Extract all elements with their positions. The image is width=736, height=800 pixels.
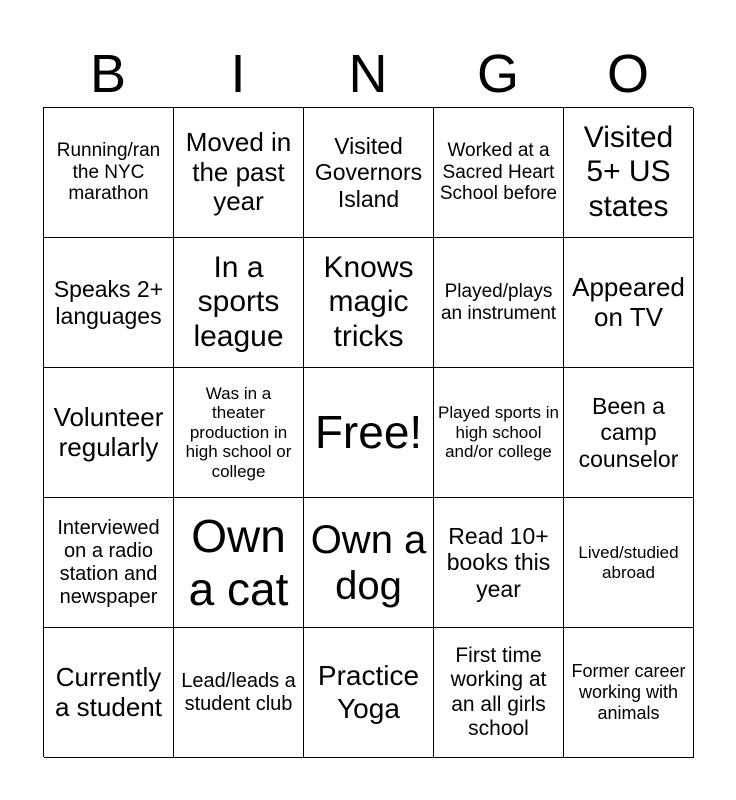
cell-text: Visited 5+ US states <box>583 120 674 223</box>
cell-text: Visited Governors Island <box>314 132 423 212</box>
cell-text: Lived/studied abroad <box>578 542 679 582</box>
cell-text: Speaks 2+ languages <box>53 276 164 329</box>
bingo-cell[interactable] <box>174 238 304 368</box>
cell-text: Was in a theater production in high school or college <box>185 383 292 481</box>
cell-text: Lead/leads a student club <box>181 669 296 715</box>
cell-text: Running/ran the NYC marathon <box>56 139 161 205</box>
bingo-cell[interactable] <box>44 498 174 628</box>
bingo-cell[interactable] <box>174 368 304 498</box>
bingo-cell[interactable] <box>304 498 434 628</box>
cell-text: Volunteer regularly <box>53 401 164 462</box>
cell-text: Own a cat <box>188 509 289 615</box>
cell-text: Practice Yoga <box>317 660 420 724</box>
header-letter-n: N <box>348 44 388 104</box>
cell-text: Been a camp counselor <box>578 392 679 472</box>
cell-text: Moved in the past year <box>185 126 292 217</box>
header-letter-b: B <box>89 44 127 104</box>
free-space[interactable] <box>304 368 434 498</box>
bingo-cell[interactable] <box>564 628 694 758</box>
cell-text: Interviewed on a radio station and newspaper <box>57 516 160 608</box>
bingo-header <box>43 40 693 108</box>
cell-text: Currently a student <box>55 661 162 722</box>
bingo-cell[interactable] <box>304 238 434 368</box>
bingo-cell[interactable] <box>174 628 304 758</box>
cell-text: Own a dog <box>310 517 427 608</box>
header-letter-o: O <box>606 44 649 104</box>
cell-text: Free! <box>314 406 423 459</box>
bingo-cell[interactable] <box>174 108 304 238</box>
cell-text: Former career working with animals <box>571 661 686 723</box>
bingo-cell[interactable] <box>304 108 434 238</box>
bingo-cell[interactable] <box>564 108 694 238</box>
header-letter-g: G <box>476 44 519 104</box>
bingo-cell[interactable] <box>564 238 694 368</box>
bingo-cell[interactable] <box>434 368 564 498</box>
cell-text: First time working at an all girls school <box>450 644 547 740</box>
cell-text: Played/plays an instrument <box>440 280 557 324</box>
bingo-cell[interactable] <box>434 108 564 238</box>
cell-text: Played sports in high school and/or college <box>438 403 559 462</box>
bingo-cell[interactable] <box>44 238 174 368</box>
header-letter-i: I <box>230 44 246 104</box>
bingo-cell[interactable] <box>44 108 174 238</box>
bingo-cell[interactable] <box>174 498 304 628</box>
bingo-cell[interactable] <box>44 368 174 498</box>
cell-text: In a sports league <box>193 250 284 353</box>
bingo-cell[interactable] <box>434 628 564 758</box>
bingo-cell[interactable] <box>44 628 174 758</box>
cell-text: Knows magic tricks <box>323 250 414 353</box>
bingo-cell[interactable] <box>304 628 434 758</box>
cell-text: Worked at a Sacred Heart School before <box>439 139 558 205</box>
cell-text: Read 10+ books this year <box>446 522 551 602</box>
bingo-cell[interactable] <box>434 498 564 628</box>
bingo-cell[interactable] <box>564 368 694 498</box>
bingo-cell[interactable] <box>564 498 694 628</box>
cell-text: Appeared on TV <box>572 271 685 332</box>
bingo-board <box>43 107 693 757</box>
bingo-cell[interactable] <box>434 238 564 368</box>
